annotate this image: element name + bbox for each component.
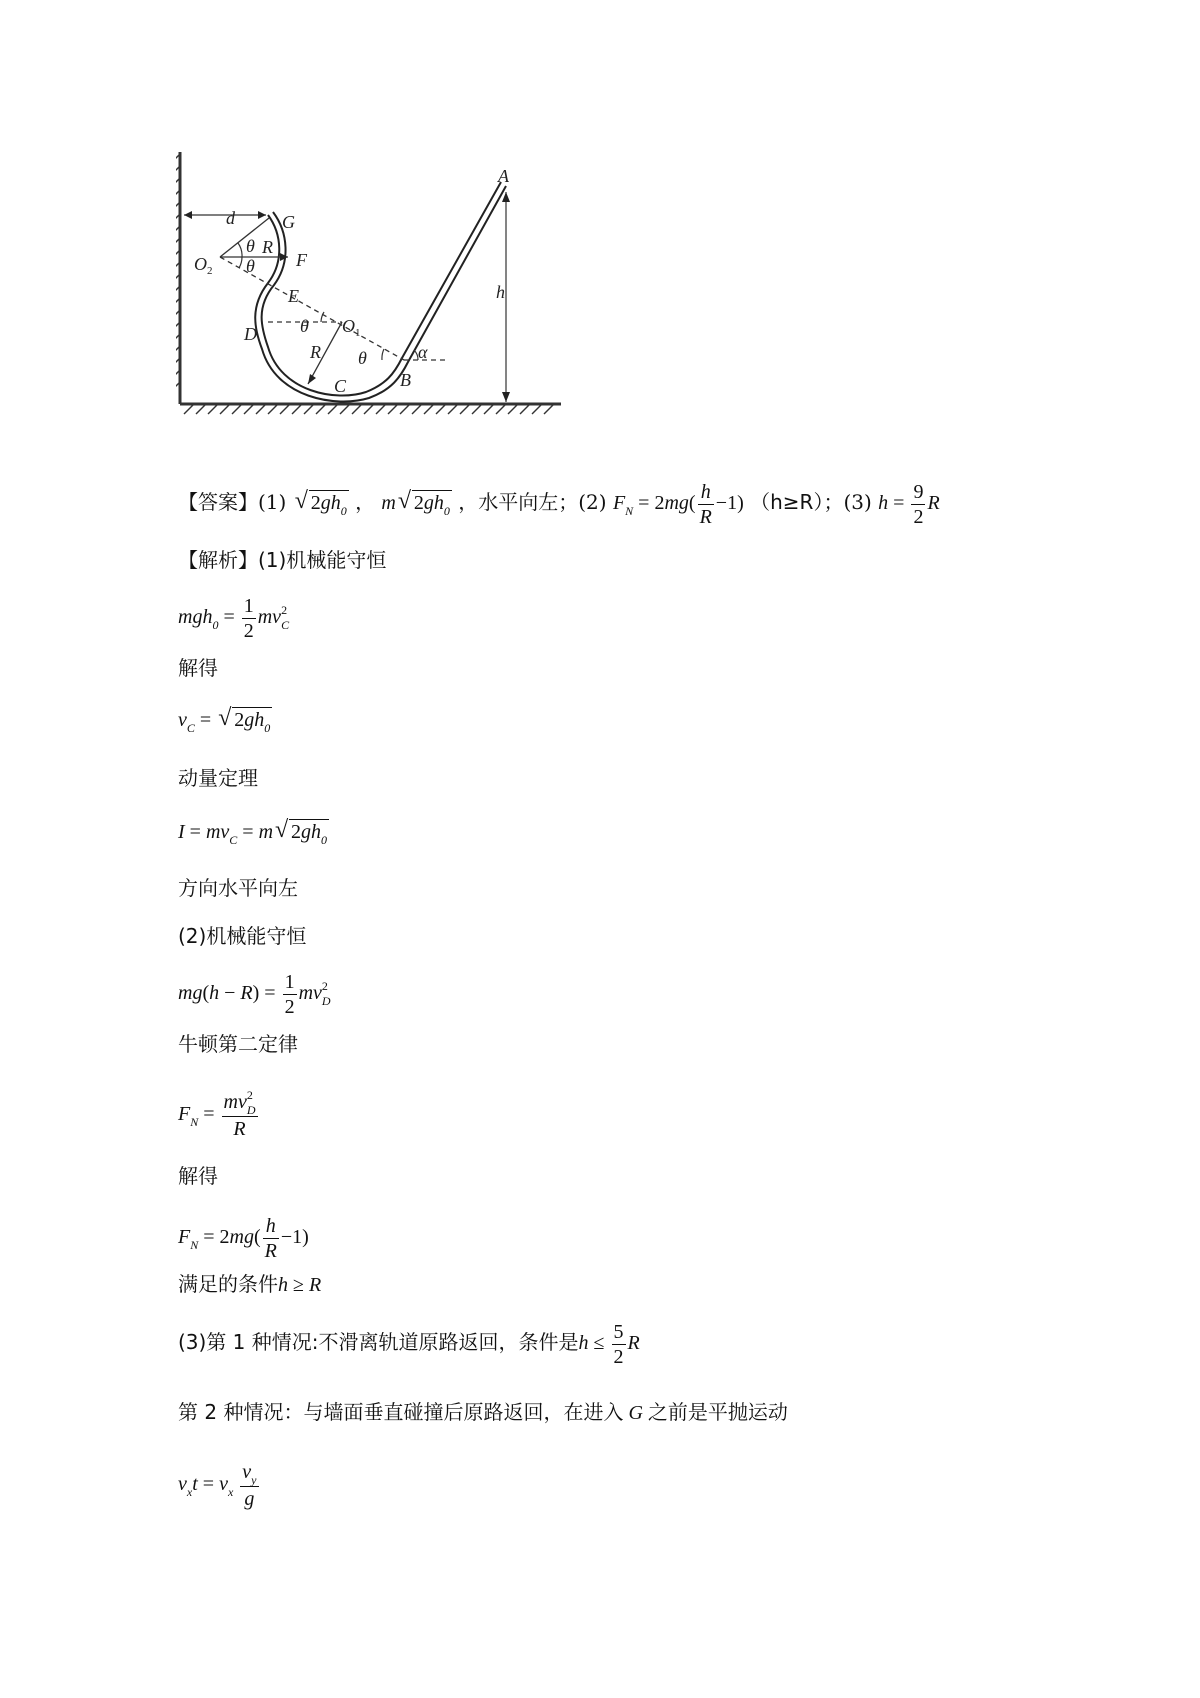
formula-vc: $v_C$ = √ $2gh_0$ <box>178 706 272 736</box>
label-theta-3: θ <box>300 316 309 336</box>
label-D: D <box>244 324 257 344</box>
label-R-upper: R <box>262 237 273 257</box>
label-theta-1: θ <box>246 236 255 256</box>
answer-tag: 【答案】 <box>178 490 258 515</box>
analysis-heading: 【解析】(1)机械能守恒 <box>178 548 387 572</box>
formula-vc-answer: √ $2gh_0$ <box>295 489 349 517</box>
formula-impulse-answer: m√ $2gh_0$ <box>381 492 451 514</box>
label-F: F <box>296 250 307 270</box>
momentum-text: 动量定理 <box>178 766 258 790</box>
formula-fn-centripetal: $F_N$ = $\frac{mv^2_D}{R}$ <box>178 1088 256 1140</box>
label-d: d <box>226 208 235 228</box>
label-theta-2: θ <box>246 256 255 276</box>
formula-fn-answer: $F_N = 2mg$( $\frac{h}{R}$ −1) <box>612 481 744 528</box>
formula-impulse: $I = mv_C = m√$ $2gh_0$ <box>178 818 329 848</box>
solve-text-1: 解得 <box>178 656 218 680</box>
radius-arrow-2 <box>308 374 316 384</box>
part2-heading: (2)机械能守恒 <box>178 924 307 948</box>
condition-line: 满足的条件h ≥ R <box>178 1272 322 1296</box>
formula-energy-2: mg(h − R) = $\frac{1}{2}$ $mv^2_D$ <box>178 971 331 1018</box>
formula-projectile: $v_xt = v_x$ $\frac{v_y}{g}$ <box>178 1461 257 1510</box>
case1-line: (3)第 1 种情况:不滑离轨道原路返回，条件是h ≤ $\frac{5}{2}$ R <box>178 1321 640 1368</box>
label-theta-4: θ <box>358 348 367 368</box>
physics-diagram <box>176 152 566 454</box>
answer-line: 【答案】(1) √ $2gh_0$ ， m√ $2gh_0$ ，水平向左；(2) $F_N = 2mg$( $\frac{h}{R}$ −1) （h≥R）；(3) h = $\frac{9}{2}$ R <box>178 480 940 529</box>
newton-text: 牛顿第二定律 <box>178 1032 298 1056</box>
formula-fn: $F_N = 2mg$( $\frac{h}{R}$ −1) <box>178 1215 309 1262</box>
label-G: G <box>282 212 295 232</box>
formula-h-answer: h = $\frac{9}{2}$ R <box>878 481 940 528</box>
label-B: B <box>400 370 411 390</box>
label-alpha: α <box>418 342 428 362</box>
label-E: E <box>288 286 299 306</box>
direction-text: 方向水平向左 <box>178 876 298 900</box>
track-diagram-svg <box>176 152 566 454</box>
label-R-lower: R <box>310 342 321 362</box>
case2-line: 第 2 种情况：与墙面垂直碰撞后原路返回，在进入 G 之前是平抛运动 <box>178 1400 788 1424</box>
label-A: A <box>498 166 509 186</box>
solve-text-2: 解得 <box>178 1164 218 1188</box>
label-h: h <box>496 282 505 302</box>
label-O2: $O_2$ <box>194 254 213 277</box>
label-C: C <box>334 376 347 396</box>
label-O1: $O_1$ <box>342 316 361 339</box>
formula-energy-1: mgh$_0$ = $\frac{1}{2}$ $mv^2_C$ <box>178 595 290 642</box>
